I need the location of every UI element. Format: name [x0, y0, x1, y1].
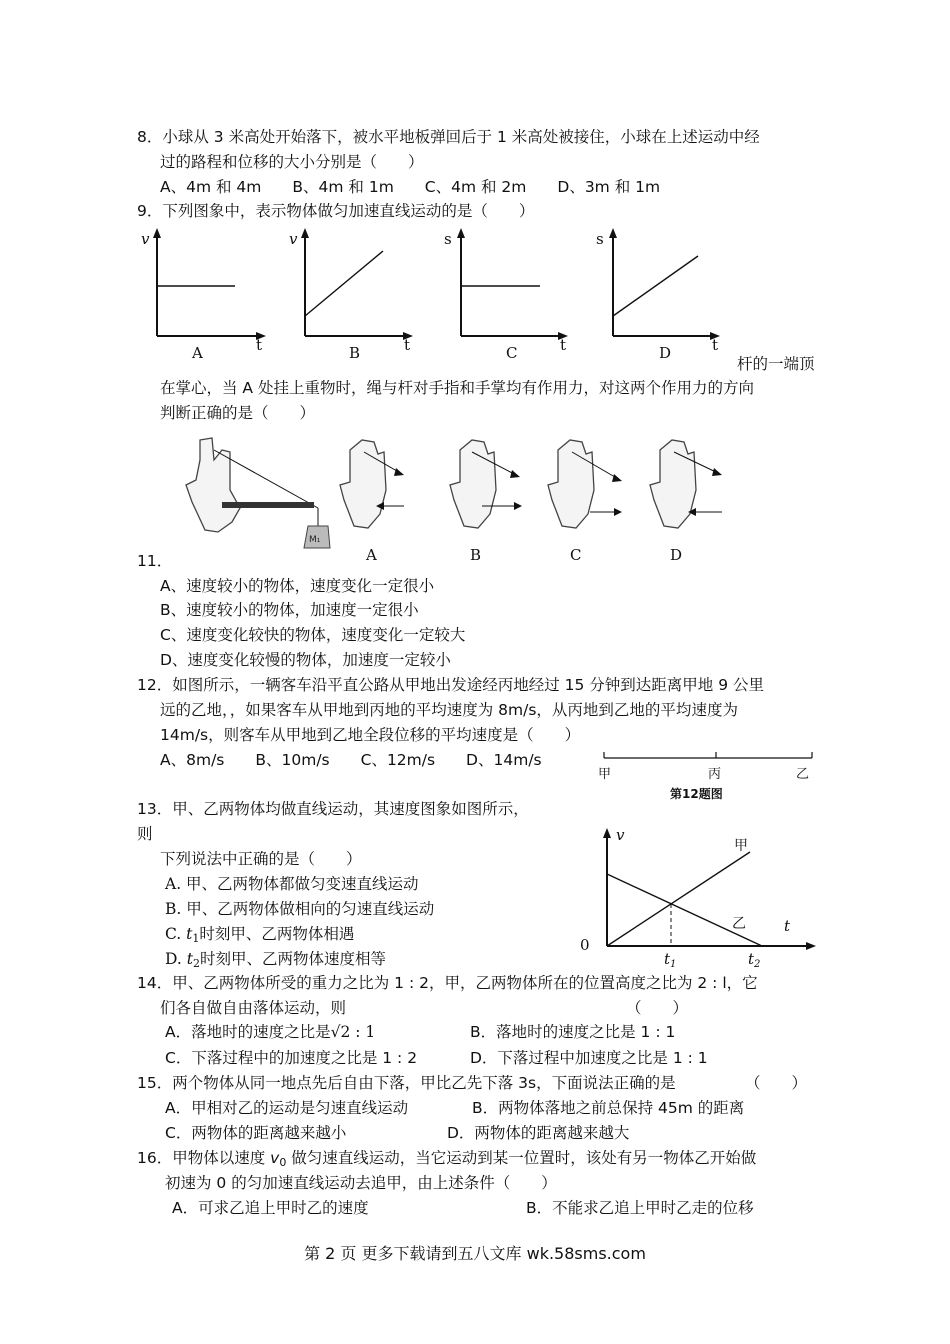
q12-stem-line3: 14m/s，则客车从甲地到乙地全段位移的平均速度是（ ） — [160, 726, 581, 744]
q14-option-b: B．落地时的速度之比是 1 : 1 — [470, 1023, 676, 1041]
q16-stem-line1-a: 16．甲物体以速度 — [137, 1149, 271, 1167]
q9-a-label: A — [192, 344, 203, 362]
q16-option-b: B．不能求乙追上甲时乙走的位移 — [526, 1199, 754, 1217]
q13-option-d-var: t — [186, 950, 193, 968]
q9-b-label: B — [349, 344, 361, 362]
q13-option-d — [165, 949, 386, 974]
q11-option-d: D、速度变化较慢的物体，加速度一定较小 — [160, 651, 451, 669]
q12-point-jia: 甲 — [598, 767, 612, 782]
q16-v0-sub: 0 — [279, 1156, 287, 1169]
q14-option-c: C．下落过程中的加速度之比是 1 : 2 — [165, 1049, 418, 1067]
q10-hand-d — [650, 440, 722, 564]
q9-a-xaxis: t — [256, 336, 263, 354]
q14-answer-paren: （ ） — [626, 999, 689, 1017]
q9-graphs — [0, 226, 950, 366]
q8-stem-line2: 过的路程和位移的大小分别是（ ） — [160, 153, 424, 171]
q16-v0-var: v — [270, 1149, 280, 1167]
q9-d-yaxis: s — [596, 230, 604, 248]
q11-option-a: A、速度较小的物体，速度变化一定很小 — [160, 577, 435, 595]
q10-hand-c — [548, 440, 622, 564]
q9-c-yaxis: s — [444, 230, 452, 248]
q14-option-a-prefix: A．落地时的速度之比是 — [165, 1023, 331, 1041]
q13-t2-label: $t_2$ — [748, 950, 761, 970]
q12-options: A、8m/s B、10m/s C、12m/s D、14m/s — [160, 751, 542, 769]
q13-graph-xaxis: t — [784, 917, 791, 935]
q13-option-d-prefix: D. — [165, 950, 187, 968]
q12-stem-line1: 12．如图所示，一辆客车沿平直公路从甲地出发途经丙地经过 15 分钟到达距离甲地 9 公里 — [137, 676, 765, 694]
q11-number: 11． — [137, 552, 173, 570]
q9-graph-d — [596, 228, 720, 362]
q13-graph-origin: 0 — [580, 936, 590, 954]
q10-stem-line1-tail: 杆的一端顶 — [737, 355, 815, 373]
q12-point-bing: 丙 — [708, 767, 722, 782]
q16-stem-line2: 初速为 0 的匀加速直线运动去追甲，由上述条件（ ） — [165, 1174, 557, 1192]
q9-c-label: C — [506, 344, 518, 362]
q12-point-yi: 乙 — [796, 767, 810, 782]
q9-graph-b — [289, 228, 413, 362]
q16-stem-line1-b: 做匀速直线运动，当它运动到某一位置时，该处有另一物体乙开始做 — [286, 1149, 757, 1167]
q14-option-d: D．下落过程中加速度之比是 1 : 1 — [470, 1049, 708, 1067]
q10-hand-c-label: C — [570, 546, 582, 564]
q13-line-yi-label: 乙 — [732, 916, 746, 932]
q10-hand-b-label: B — [470, 546, 482, 564]
q8-stem-line1: 8．小球从 3 米高处开始落下，被水平地板弹回后于 1 米高处被接住，小球在上述运动中经 — [137, 128, 760, 146]
q10-hand-d-label: D — [670, 546, 683, 564]
q13-option-d-sub: 2 — [192, 957, 200, 970]
q10-stem-line2: 在掌心，当 A 处挂上重物时，绳与杆对手指和手掌均有作用力，对这两个作用力的方向 — [160, 379, 754, 397]
q10-hands-figure — [0, 430, 950, 565]
q10-weight-label: M₁ — [309, 535, 321, 545]
q9-d-label: D — [659, 344, 672, 362]
q14-stem-line1: 14．甲、乙两物体所受的重力之比为 1 : 2，甲，乙两物体所在的位置高度之比为 2 : l，它 — [137, 974, 758, 992]
q15-option-a: A．甲相对乙的运动是匀速直线运动 — [165, 1099, 409, 1117]
q16-stem-line1 — [137, 1148, 756, 1173]
q15-option-b: B．两物体落地之前总保持 45m 的距离 — [472, 1099, 745, 1117]
q12-stem-line2: 远的乙地，，如果客车从甲地到丙地的平均速度为 8m/s，从丙地到乙地的平均速度为 — [160, 701, 738, 719]
q9-graph-a — [141, 228, 266, 362]
q13-line-jia-label: 甲 — [734, 838, 748, 854]
q10-stem-line3: 判断正确的是（ ） — [160, 404, 316, 422]
q14-option-a-math: √2 : 1 — [330, 1023, 376, 1041]
q13-option-c-var: t — [186, 925, 193, 943]
q10-main-hand — [186, 438, 330, 548]
q14-option-a — [165, 1022, 375, 1042]
q13-option-c — [165, 924, 354, 949]
q12-figure-caption: 第12题图 — [670, 787, 723, 801]
q15-answer-paren: （ ） — [745, 1074, 808, 1092]
q13-option-b: B. 甲、乙两物体做相向的匀速直线运动 — [165, 900, 435, 918]
q13-option-d-text: 时刻甲、乙两物体速度相等 — [199, 950, 386, 968]
q9-b-yaxis: v — [289, 230, 298, 248]
q13-stem-line1: 13．甲、乙两物体均做直线运动，其速度图象如图所示， — [137, 800, 529, 818]
q9-c-xaxis: t — [560, 336, 567, 354]
q10-hand-b — [450, 440, 522, 564]
q13-option-c-text: 时刻甲、乙两物体相遇 — [199, 925, 355, 943]
q15-option-c: C．两物体的距离越来越小 — [165, 1124, 347, 1142]
q10-hand-a-label: A — [366, 546, 377, 564]
q13-velocity-graph — [570, 822, 830, 972]
q13-stem-line2: 下列说法中正确的是（ ） — [160, 850, 362, 868]
q13-option-a: A. 甲、乙两物体都做匀变速直线运动 — [165, 875, 419, 893]
q13-option-c-prefix: C. — [165, 925, 187, 943]
q13-graph-yaxis: v — [616, 826, 625, 844]
q8-options: A、4m 和 4m B、4m 和 1m C、4m 和 2m D、3m 和 1m — [160, 178, 661, 196]
q9-b-xaxis: t — [404, 336, 411, 354]
q9-a-yaxis: v — [141, 230, 150, 248]
q13-option-c-sub: 1 — [192, 932, 200, 945]
q9-graph-c — [444, 228, 568, 362]
q13-t1-label: $t_1$ — [664, 950, 677, 970]
q16-option-a: A．可求乙追上甲时乙的速度 — [172, 1199, 369, 1217]
q14-stem-line2: 们各自做自由落体运动，则 — [160, 999, 347, 1017]
q10-hand-a — [340, 440, 404, 564]
q9-stem: 9．下列图象中，表示物体做匀加速直线运动的是（ ） — [137, 202, 535, 220]
q11-option-b: B、速度较小的物体，加速度一定很小 — [160, 601, 419, 619]
q12-road-figure — [590, 748, 830, 808]
q13-stem-line1b: 则 — [137, 825, 153, 843]
page-footer: 第 2 页 更多下载请到五八文库 wk.58sms.com — [304, 1244, 646, 1263]
q15-stem: 15．两个物体从同一地点先后自由下落，甲比乙先下落 3s，下面说法正确的是 — [137, 1074, 676, 1092]
q15-option-d: D．两物体的距离越来越大 — [447, 1124, 630, 1142]
q11-option-c: C、速度变化较快的物体，速度变化一定较大 — [160, 626, 466, 644]
q9-d-xaxis: t — [712, 336, 719, 354]
